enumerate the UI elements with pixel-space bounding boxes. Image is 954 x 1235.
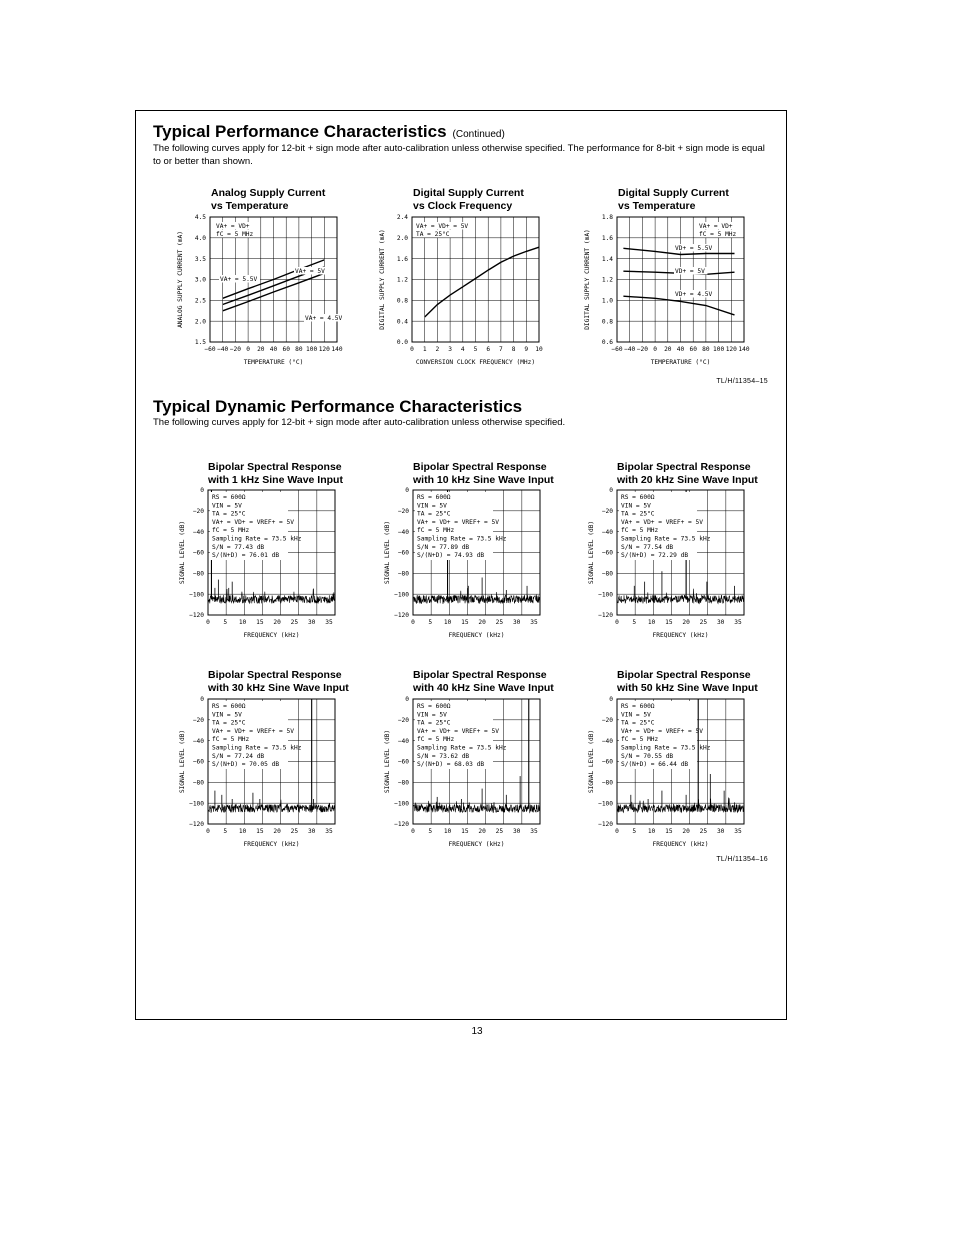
x-tick-label: 5 — [632, 828, 637, 835]
y-tick-label: 1.2 — [396, 276, 408, 284]
x-tick-label: 15 — [256, 619, 264, 626]
y-tick-label: −40 — [192, 737, 204, 745]
chart-title-1: Digital Supply Current vs Clock Frequency — [413, 187, 524, 212]
x-tick-label: 60 — [689, 346, 697, 353]
y-tick-label: 0 — [200, 696, 204, 704]
y-tick-label: 0 — [405, 696, 409, 704]
x-tick-label: 5 — [223, 619, 228, 626]
x-tick-label: 0 — [206, 828, 210, 835]
annotation-line: VIN = 5V — [212, 502, 242, 510]
annotation-line: S/(N+D) = 70.05 dB — [212, 761, 280, 769]
y-tick-label: 1.8 — [601, 214, 613, 222]
annotation-text: VA+ = VD+ — [699, 223, 733, 230]
x-tick-label: 10 — [238, 828, 247, 835]
x-tick-label: 40 — [676, 346, 685, 353]
x-tick-label: −60 — [611, 346, 623, 353]
annotation-line: fC = 5 MHz — [417, 527, 455, 535]
annotation-line: Sampling Rate = 73.5 kHz — [621, 744, 711, 752]
data-curve — [623, 296, 734, 315]
x-tick-label: −40 — [217, 346, 229, 353]
annotation-line: RS = 600Ω — [417, 494, 451, 501]
annotation-line: S/N = 77.43 dB — [212, 543, 265, 551]
y-tick-label: −80 — [601, 779, 613, 787]
x-axis-label: FREQUENCY (kHz) — [652, 632, 709, 639]
y-tick-label: −40 — [397, 528, 409, 536]
y-tick-label: −60 — [397, 549, 409, 557]
annotation-text: fC = 5 MHz — [699, 231, 737, 238]
chart-spectral-10khz — [373, 484, 553, 649]
y-axis-label: SIGNAL LEVEL (dB) — [179, 729, 186, 794]
annotation-line: TA = 25°C — [417, 719, 451, 727]
y-tick-label: 1.5 — [194, 339, 206, 347]
x-tick-label: 25 — [495, 828, 504, 835]
x-tick-label: 2 — [435, 346, 440, 353]
y-tick-label: −80 — [397, 570, 409, 578]
y-tick-label: 0.6 — [601, 339, 613, 347]
y-axis-label: SIGNAL LEVEL (dB) — [384, 520, 391, 585]
annotation-line: VA+ = VD+ = VREF+ = 5V — [212, 518, 294, 526]
y-tick-label: −60 — [601, 549, 613, 557]
x-tick-label: 20 — [273, 828, 281, 835]
x-tick-label: 10 — [238, 619, 247, 626]
x-tick-label: 10 — [443, 619, 452, 626]
y-tick-label: −60 — [192, 549, 204, 557]
y-axis-label: DIGITAL SUPPLY CURRENT (mA) — [584, 229, 591, 330]
x-tick-label: 100 — [713, 346, 725, 353]
y-axis-label: SIGNAL LEVEL (dB) — [384, 729, 391, 794]
annotation-line: S/N = 70.55 dB — [621, 752, 674, 760]
x-tick-label: 80 — [295, 346, 303, 353]
annotation-line: Sampling Rate = 73.5 kHz — [417, 744, 507, 752]
annotation-line: VA+ = VD+ = VREF+ = 5V — [621, 727, 703, 735]
x-tick-label: 30 — [512, 619, 521, 626]
x-axis-label: TEMPERATURE (°C) — [650, 359, 711, 366]
annotation-line: S/N = 77.54 dB — [621, 543, 674, 551]
y-tick-label: 0.0 — [396, 339, 408, 347]
chart-title-7: Bipolar Spectral Response with 40 kHz Sine Wave Input — [413, 669, 554, 694]
x-tick-label: 20 — [273, 619, 281, 626]
x-tick-label: 140 — [331, 346, 343, 353]
annotation-line: RS = 600Ω — [212, 703, 246, 710]
y-tick-label: 1.4 — [601, 255, 613, 263]
x-tick-label: 30 — [716, 828, 725, 835]
y-axis-label: SIGNAL LEVEL (dB) — [588, 520, 595, 585]
x-tick-label: 0 — [411, 828, 415, 835]
y-tick-label: −100 — [598, 800, 613, 808]
y-tick-label: −20 — [601, 508, 613, 516]
annotation-line: S/N = 77.89 dB — [417, 543, 470, 551]
y-tick-label: −120 — [189, 821, 204, 829]
x-axis-label: FREQUENCY (kHz) — [448, 632, 505, 639]
x-axis-label: FREQUENCY (kHz) — [652, 841, 709, 848]
x-tick-label: 8 — [511, 346, 516, 353]
annotation-line: S/N = 73.62 dB — [417, 752, 470, 760]
x-tick-label: −40 — [624, 346, 636, 353]
x-tick-label: 5 — [223, 828, 228, 835]
y-axis-label: SIGNAL LEVEL (dB) — [588, 729, 595, 794]
y-tick-label: −100 — [598, 591, 613, 599]
y-axis-label: ANALOG SUPPLY CURRENT (mA) — [177, 231, 184, 328]
y-tick-label: −80 — [601, 570, 613, 578]
chart-title-8: Bipolar Spectral Response with 50 kHz Sine Wave Input — [617, 669, 758, 694]
x-axis-label: TEMPERATURE (°C) — [243, 359, 304, 366]
x-tick-label: 25 — [699, 619, 708, 626]
x-tick-label: −20 — [229, 346, 241, 353]
annotation-line: S/(N+D) = 74.93 dB — [417, 552, 485, 560]
x-tick-label: 0 — [411, 619, 415, 626]
y-tick-label: 0.4 — [396, 318, 408, 326]
x-axis-label: CONVERSION CLOCK FREQUENCY (MHz) — [415, 359, 536, 366]
annotation-text: VA+ = 4.5V — [305, 315, 343, 322]
x-tick-label: 5 — [428, 619, 433, 626]
chart-digital-supply-vs-temp — [575, 210, 755, 380]
annotation-line: Sampling Rate = 73.5 kHz — [417, 535, 507, 543]
x-tick-label: 30 — [307, 828, 316, 835]
y-tick-label: −20 — [192, 717, 204, 725]
y-tick-label: 1.0 — [601, 297, 613, 305]
annotation-line: TA = 25°C — [417, 510, 451, 518]
annotation-line: TA = 25°C — [212, 719, 246, 727]
section-title-dynamic: Typical Dynamic Performance Characteristics — [153, 397, 523, 416]
y-tick-label: −120 — [189, 612, 204, 620]
data-curve — [425, 247, 539, 317]
x-tick-label: 80 — [702, 346, 710, 353]
chart-title-4: Bipolar Spectral Response with 10 kHz Sine Wave Input — [413, 461, 554, 486]
y-tick-label: −20 — [397, 717, 409, 725]
chart-title-3: Bipolar Spectral Response with 1 kHz Sine Wave Input — [208, 461, 343, 486]
annotation-line: Sampling Rate = 73.5 kHz — [212, 535, 302, 543]
chart-title-5: Bipolar Spectral Response with 20 kHz Sine Wave Input — [617, 461, 758, 486]
figure-ref-15: TL/H/11354–15 — [716, 378, 768, 385]
x-tick-label: 25 — [495, 619, 504, 626]
chart-spectral-50khz — [577, 693, 757, 858]
x-tick-label: 9 — [524, 346, 529, 353]
x-tick-label: 15 — [665, 828, 673, 835]
annotation-text: VA+ = 5V — [295, 268, 325, 275]
page-number: 13 — [471, 1026, 483, 1037]
noise-floor-trace — [413, 801, 540, 813]
annotation-line: TA = 25°C — [212, 510, 246, 518]
y-tick-label: −40 — [192, 528, 204, 536]
noise-floor-trace — [617, 798, 744, 813]
y-tick-label: 3.0 — [194, 276, 206, 284]
x-tick-label: 10 — [647, 828, 656, 835]
x-tick-label: 20 — [257, 346, 265, 353]
chart-analog-supply-current — [168, 210, 348, 380]
chart-spectral-40khz — [373, 693, 553, 858]
annotation-line: VIN = 5V — [621, 502, 651, 510]
y-tick-label: −100 — [189, 591, 204, 599]
annotation-line: S/(N+D) = 72.29 dB — [621, 552, 689, 560]
annotation-line: VIN = 5V — [621, 711, 651, 719]
figure-ref-16: TL/H/11354–16 — [716, 856, 768, 863]
annotation-text: VD+ = 5.5V — [675, 245, 713, 252]
x-tick-label: 35 — [325, 619, 333, 626]
x-tick-label: 20 — [682, 828, 690, 835]
x-axis-label: FREQUENCY (kHz) — [243, 841, 300, 848]
x-axis-label: FREQUENCY (kHz) — [243, 632, 300, 639]
noise-floor-trace — [413, 588, 540, 603]
annotation-line: fC = 5 MHz — [621, 527, 659, 535]
chart-spectral-30khz — [168, 693, 348, 858]
y-tick-label: −100 — [394, 591, 409, 599]
y-tick-label: 2.5 — [194, 297, 206, 305]
annotation-text: VA+ = 5.5V — [220, 276, 258, 283]
y-axis-label: DIGITAL SUPPLY CURRENT (mA) — [379, 229, 386, 330]
x-tick-label: 25 — [290, 619, 299, 626]
y-tick-label: −100 — [394, 800, 409, 808]
annotation-line: fC = 5 MHz — [212, 736, 250, 744]
x-tick-label: 25 — [290, 828, 299, 835]
y-tick-label: 3.5 — [194, 255, 206, 263]
y-tick-label: −120 — [598, 612, 613, 620]
x-tick-label: 15 — [256, 828, 264, 835]
x-tick-label: 25 — [699, 828, 708, 835]
y-tick-label: 4.0 — [194, 235, 206, 243]
x-tick-label: 0 — [410, 346, 414, 353]
y-tick-label: −40 — [397, 737, 409, 745]
y-tick-label: 0 — [200, 487, 204, 495]
x-tick-label: 0 — [246, 346, 250, 353]
y-tick-label: −20 — [601, 717, 613, 725]
annotation-text: TA = 25°C — [416, 231, 450, 238]
y-tick-label: −100 — [189, 800, 204, 808]
y-tick-label: −20 — [192, 508, 204, 516]
y-tick-label: 0 — [609, 487, 613, 495]
y-tick-label: 1.2 — [601, 276, 613, 284]
annotation-line: VIN = 5V — [417, 502, 447, 510]
y-tick-label: 4.5 — [194, 214, 206, 222]
annotation-text: VA+ = VD+ — [216, 223, 250, 230]
x-tick-label: 35 — [734, 828, 742, 835]
annotation-line: S/(N+D) = 66.44 dB — [621, 761, 689, 769]
chart-title-6: Bipolar Spectral Response with 30 kHz Sine Wave Input — [208, 669, 349, 694]
y-tick-label: −120 — [394, 821, 409, 829]
annotation-line: RS = 600Ω — [417, 703, 451, 710]
x-tick-label: 30 — [716, 619, 725, 626]
x-tick-label: 40 — [269, 346, 278, 353]
annotation-line: RS = 600Ω — [621, 494, 655, 501]
x-tick-label: 20 — [664, 346, 672, 353]
noise-floor-trace — [617, 589, 744, 604]
x-tick-label: 20 — [682, 619, 690, 626]
annotation-line: RS = 600Ω — [621, 703, 655, 710]
y-tick-label: −80 — [192, 570, 204, 578]
x-tick-label: 35 — [530, 619, 538, 626]
continued-note: (Continued) — [452, 129, 505, 140]
chart-spectral-20khz — [577, 484, 757, 649]
x-tick-label: 35 — [734, 619, 742, 626]
x-tick-label: 120 — [318, 346, 330, 353]
annotation-text: VD+ = 4.5V — [675, 291, 713, 298]
chart-digital-supply-vs-clock — [370, 210, 550, 380]
x-tick-label: 35 — [325, 828, 333, 835]
x-axis-label: FREQUENCY (kHz) — [448, 841, 505, 848]
y-tick-label: −120 — [394, 612, 409, 620]
y-tick-label: 2.0 — [396, 235, 408, 243]
annotation-text: fC = 5 MHz — [216, 231, 254, 238]
annotation-line: TA = 25°C — [621, 510, 655, 518]
y-tick-label: −40 — [601, 737, 613, 745]
x-tick-label: 4 — [460, 346, 465, 353]
y-tick-label: 2.4 — [396, 214, 408, 222]
y-tick-label: 1.6 — [601, 235, 613, 243]
y-tick-label: 2.0 — [194, 318, 206, 326]
x-tick-label: −20 — [636, 346, 648, 353]
y-tick-label: −40 — [601, 528, 613, 536]
y-tick-label: 1.6 — [396, 255, 408, 263]
x-tick-label: 7 — [499, 346, 503, 353]
x-tick-label: 30 — [512, 828, 521, 835]
y-tick-label: 0 — [405, 487, 409, 495]
x-tick-label: 140 — [738, 346, 750, 353]
y-tick-label: −80 — [192, 779, 204, 787]
x-tick-label: 15 — [461, 619, 469, 626]
annotation-line: VA+ = VD+ = VREF+ = 5V — [212, 727, 294, 735]
y-tick-label: −120 — [598, 821, 613, 829]
x-tick-label: 15 — [461, 828, 469, 835]
y-tick-label: 0.8 — [396, 297, 408, 305]
x-tick-label: 10 — [647, 619, 656, 626]
y-tick-label: −60 — [601, 758, 613, 766]
x-tick-label: 60 — [282, 346, 290, 353]
x-tick-label: 1 — [422, 346, 427, 353]
x-tick-label: 6 — [486, 346, 491, 353]
intro-text-1: The following curves apply for 12-bit + sign mode after auto-calibration unless otherwise specified. The performance for 8-bit + sign mode is equal to or better than shown. — [153, 143, 765, 167]
y-tick-label: −60 — [397, 758, 409, 766]
chart-spectral-1khz — [168, 484, 348, 649]
y-tick-label: 0.8 — [601, 318, 613, 326]
y-axis-label: SIGNAL LEVEL (dB) — [179, 520, 186, 585]
annotation-line: VA+ = VD+ = VREF+ = 5V — [417, 518, 499, 526]
annotation-line: VIN = 5V — [417, 711, 447, 719]
x-tick-label: 120 — [725, 346, 737, 353]
annotation-line: Sampling Rate = 73.5 kHz — [621, 535, 711, 543]
x-tick-label: 0 — [653, 346, 657, 353]
x-tick-label: 15 — [665, 619, 673, 626]
annotation-line: VA+ = VD+ = VREF+ = 5V — [621, 518, 703, 526]
y-tick-label: −20 — [397, 508, 409, 516]
annotation-line: S/(N+D) = 76.01 dB — [212, 552, 280, 560]
annotation-line: fC = 5 MHz — [417, 736, 455, 744]
annotation-text: VD+ = 5V — [675, 268, 705, 275]
x-tick-label: 10 — [443, 828, 452, 835]
x-tick-label: 5 — [473, 346, 478, 353]
x-tick-label: 0 — [615, 828, 619, 835]
x-tick-label: 0 — [206, 619, 210, 626]
x-tick-label: 5 — [632, 619, 637, 626]
annotation-line: VA+ = VD+ = VREF+ = 5V — [417, 727, 499, 735]
noise-floor-trace — [208, 800, 335, 813]
x-tick-label: 30 — [307, 619, 316, 626]
annotation-line: TA = 25°C — [621, 719, 655, 727]
annotation-line: VIN = 5V — [212, 711, 242, 719]
annotation-line: S/N = 77.24 dB — [212, 752, 265, 760]
x-tick-label: 10 — [535, 346, 543, 353]
y-tick-label: −60 — [192, 758, 204, 766]
annotation-line: Sampling Rate = 73.5 kHz — [212, 744, 302, 752]
y-tick-label: 0 — [609, 696, 613, 704]
intro-text-2: The following curves apply for 12-bit + sign mode after auto-calibration unless otherwise specified. — [153, 417, 566, 428]
x-tick-label: −60 — [204, 346, 216, 353]
annotation-line: fC = 5 MHz — [212, 527, 250, 535]
y-tick-label: −80 — [397, 779, 409, 787]
chart-title-0: Analog Supply Current vs Temperature — [211, 187, 326, 212]
section-title-performance: Typical Performance Characteristics (Continued) — [153, 122, 505, 141]
x-tick-label: 20 — [478, 619, 486, 626]
x-tick-label: 100 — [306, 346, 318, 353]
x-tick-label: 0 — [615, 619, 619, 626]
annotation-line: fC = 5 MHz — [621, 736, 659, 744]
annotation-line: S/(N+D) = 68.03 dB — [417, 761, 485, 769]
x-tick-label: 20 — [478, 828, 486, 835]
chart-title-2: Digital Supply Current vs Temperature — [618, 187, 729, 212]
noise-floor-trace — [208, 589, 335, 604]
x-tick-label: 5 — [428, 828, 433, 835]
x-tick-label: 3 — [448, 346, 452, 353]
annotation-line: RS = 600Ω — [212, 494, 246, 501]
annotation-text: VA+ = VD+ = 5V — [416, 223, 469, 230]
x-tick-label: 35 — [530, 828, 538, 835]
